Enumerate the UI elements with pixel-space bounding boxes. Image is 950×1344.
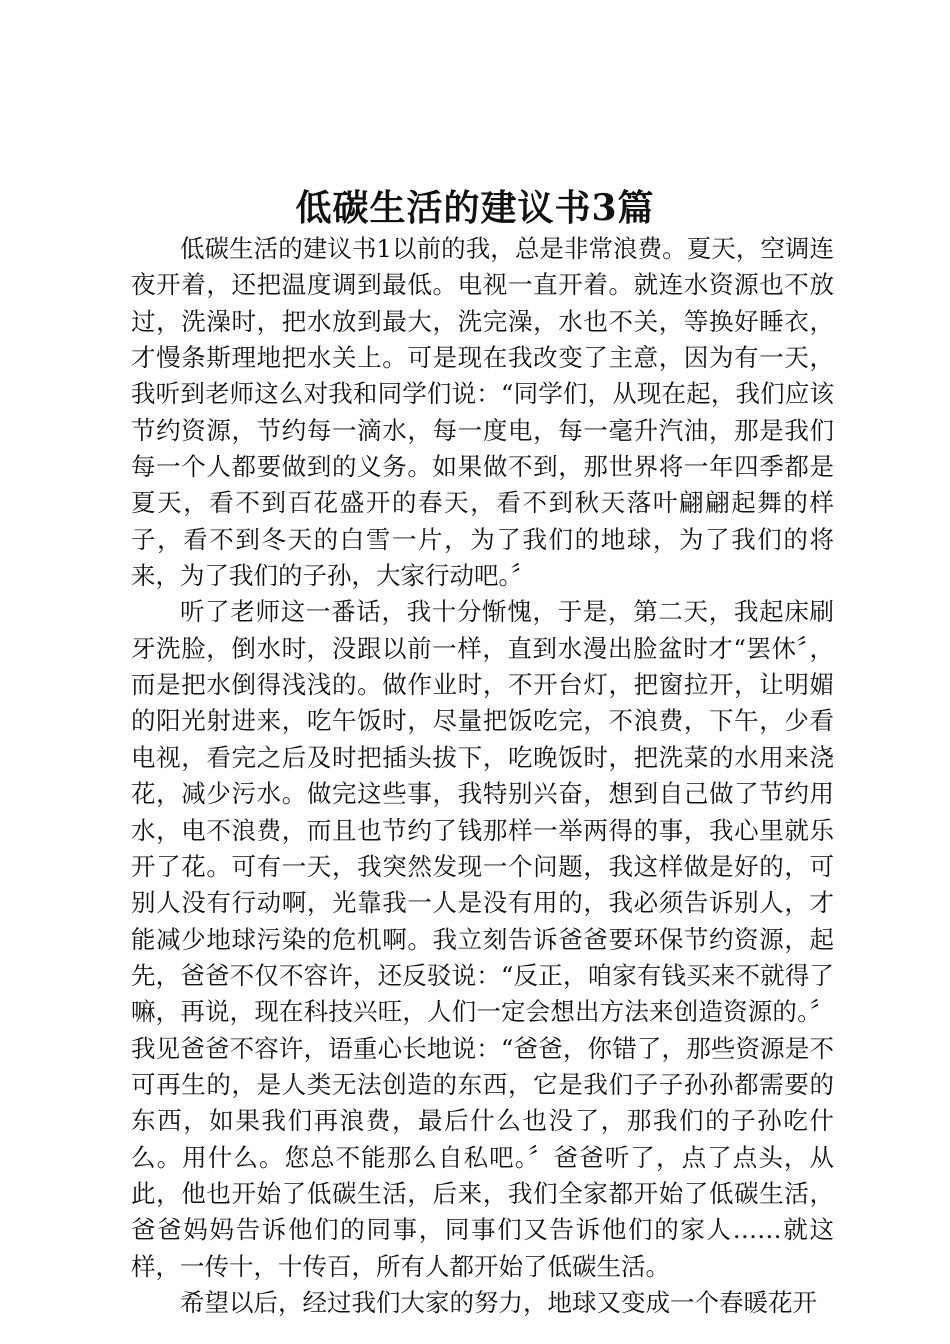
document-body [131,231,834,1321]
paragraph: 低碳生活的建议书1以前的我，总是非常浪费。夏天，空调连夜开着，还把温度调到最低。电视一直开着。就连水资源也不放过，洗澡时，把水放到最大，洗完澡，水也不关，等换好睡衣，才慢条斯理地把水关上。可是现在我改变了主意，因为有一天，我听到老师这么对我和同学们说：“同学们，从现在起，我们应该节约资源，节约每一滴水，每一度电，每一毫升汽油，那是我们每一个人都要做到的义务。如果做不到，那世界将一年四季都是夏天，看不到百花盛开的春天，看不到秋天落叶翩翩起舞的样子，看不到冬天的白雪一片，为了我们的地球，为了我们的将来，为了我们的子孙，大家行动吧。〞 [131,234,834,591]
paragraph: 希望以后，经过我们大家的努力，地球又变成一个春暖花开 [180,1287,817,1317]
paragraph: 听了老师这一番话，我十分惭愧，于是，第二天，我起床刷牙洗脸，倒水时，没跟以前一样，直到水漫出脸盆时才“罢休〞，而是把水倒得浅浅的。做作业时，不开台灯，把窗拉开，让明媚的阳光射进来，吃午饭时，尽量把饭吃完，不浪费，下午，少看电视，看完之后及时把插头拔下，吃晚饭时，把洗菜的水用来浇花，减少污水。做完这些事，我特别兴奋，想到自己做了节约用水，电不浪费，而且也节约了钱那样一举两得的事，我心里就乐开了花。可有一天，我突然发现一个问题，我这样做是好的，可别人没有行动啊，光靠我一人是没有用的，我必须告诉别人，才能减少地球污染的危机啊。我立刻告诉爸爸要环保节约资源，起先，爸爸不仅不容许，还反驳说：“反正，咱家有钱买来不就得了嘛，再说，现在科技兴旺，人们一定会想出方法来创造资源的。〞我见爸爸不容许，语重心长地说：“爸爸，你错了，那些资源是不可再生的，是人类无法创造的东西，它是我们子子孙孙都需要的东西，如果我们再浪费，最后什么也没了，那我们的子孙吃什么。用什么。您总不能那么自私吧。〞爸爸听了，点了点头，从此，他也开始了低碳生活，后来，我们全家都开始了低碳生活，爸爸妈妈告诉他们的同事，同事们又告诉他们的家人……就这样，一传十，十传百，所有人都开始了低碳生活。 [131,597,834,1281]
document-title: 低碳生活的建议书3篇 [295,187,655,229]
